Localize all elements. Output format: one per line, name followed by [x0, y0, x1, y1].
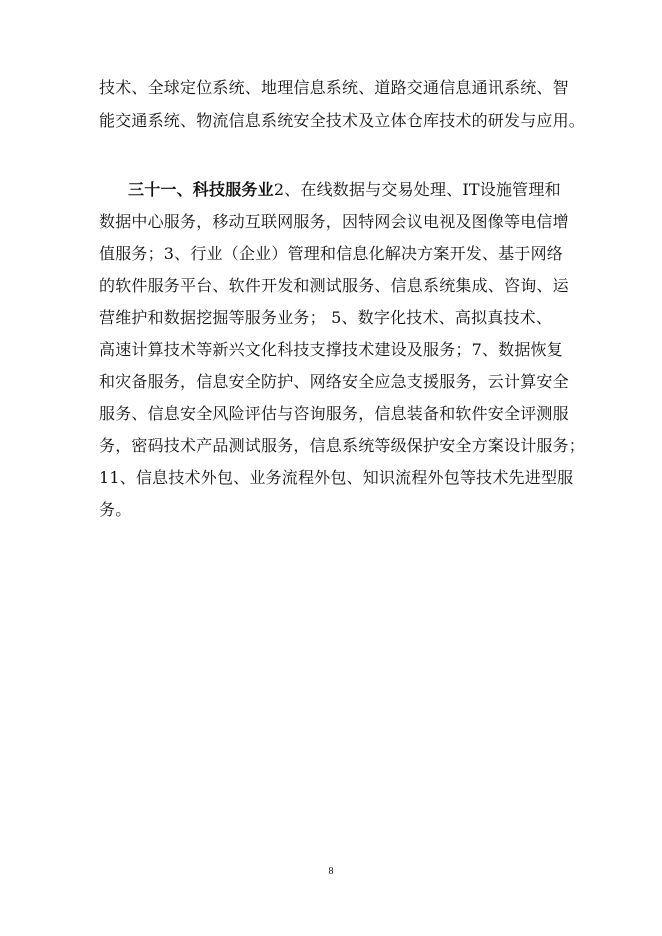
section-line-10: 11、信息技术外包、业务流程外包、知识流程外包等技术先进型服 [99, 468, 574, 487]
section-line-2: 数据中心服务，移动互联网服务，因特网会议电视及图像等电信增 [99, 212, 569, 231]
section-first-line-text: 2、在线数据与交易处理、IT设施管理和 [273, 180, 561, 199]
intro-line-1: 技术、全球定位系统、地理信息系统、道路交通信息通讯系统、智 [99, 78, 569, 97]
section-line-8: 服务、信息安全风险评估与咨询服务，信息装备和软件安全评测服 [99, 404, 569, 423]
section-line-9: 务，密码技术产品测试服务，信息系统等级保护安全方案设计服务； [99, 436, 586, 455]
section-line-5: 营维护和数据挖掘等服务业务； 5、数字化技术、高拟真技术、 [99, 308, 553, 327]
section-line-6: 高速计算技术等新兴文化科技支撑技术建设及服务；7、数据恢复 [99, 340, 563, 359]
page-number: 8 [328, 866, 334, 877]
section-line-11: 务。 [99, 500, 132, 519]
intro-line-2: 能交通系统、物流信息系统安全技术及立体仓库技术的研发与应用。 [99, 111, 586, 130]
section-line-4: 的软件服务平台、软件开发和测试服务、信息系统集成、咨询、运 [99, 276, 569, 295]
section-line-3: 值服务；3、行业（企业）管理和信息化解决方案开发、基于网络 [99, 244, 563, 263]
section-heading: 三十一、科技服务业 [128, 180, 274, 199]
section-line-7: 和灾备服务，信息安全防护、网络安全应急支援服务，云计算安全 [99, 372, 569, 391]
section-first-line [128, 180, 580, 200]
